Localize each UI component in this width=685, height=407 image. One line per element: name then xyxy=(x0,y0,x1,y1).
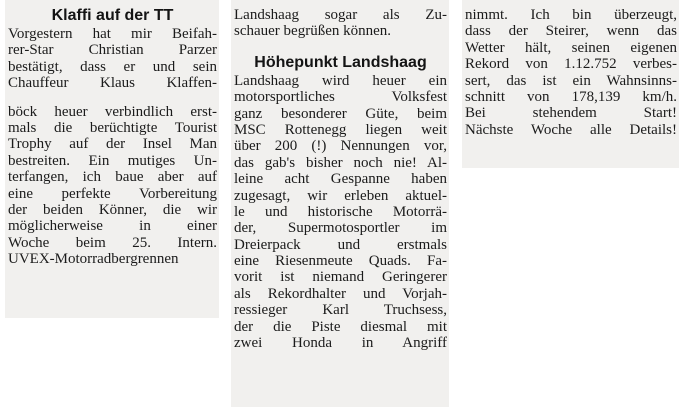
text-line: ganz besonderer Güte, beim xyxy=(234,105,447,122)
text-line: Landshaag sogar als Zu- xyxy=(234,7,447,23)
text-line: UVEX-Motorradbergrennen xyxy=(8,251,179,268)
paragraph-gap xyxy=(8,92,217,104)
text-line: dass der Steirer, wenn das xyxy=(465,23,677,40)
text-line: zwei Honda in Angriff xyxy=(234,335,447,352)
text-line: bestreiten. Ein mutiges Un- xyxy=(8,152,217,169)
text-line: möglicherweise in einer xyxy=(8,218,217,235)
text-line: Rekord von 1.12.752 verbes- xyxy=(465,56,677,73)
column-3 xyxy=(462,0,679,168)
text-line: der die Piste diesmal mit xyxy=(234,318,447,335)
text-line: schauer begrüßen können. xyxy=(234,23,392,40)
text-line: bestätigt, dass er und sein xyxy=(8,58,217,75)
text-line: der, Supermotosportler im xyxy=(234,220,447,237)
headline-klaffi: Klaffi auf der TT xyxy=(51,7,174,24)
text-line: Trophy auf der Insel Man xyxy=(8,136,217,153)
column-2 xyxy=(231,0,449,407)
text-line: Dreierpack und erstmals xyxy=(234,236,447,253)
text-line: schnitt von 178,139 km/h. xyxy=(465,88,677,105)
text-line: terfangen, ich baue aber auf xyxy=(8,169,217,186)
body-paragraph xyxy=(234,73,447,352)
text-line: Nächste Woche alle Details! xyxy=(465,121,677,138)
text-line: der beiden Könner, die wir xyxy=(8,201,217,218)
text-line: zugesagt, wir erleben aktuel- xyxy=(234,187,447,204)
text-line: motorsportliches Volksfest xyxy=(234,89,447,106)
text-line: leine acht Gespanne haben xyxy=(234,171,447,188)
text-line: das gab's bisher noch nie! Al- xyxy=(234,154,447,171)
text-line: vorit ist niemand Geringerer xyxy=(234,269,447,286)
headline-hoehepunkt: Höhepunkt Landshaag xyxy=(254,53,427,71)
intro-paragraph xyxy=(234,7,447,40)
text-line: nimmt. Ich bin überzeugt, xyxy=(465,7,677,23)
body-paragraph xyxy=(465,7,677,138)
text-line: Vorgestern hat mir Beifah- xyxy=(8,26,217,42)
text-line: rer-Star Christian Parzer xyxy=(8,42,217,59)
text-line: MSC Rottenegg liegen weit xyxy=(234,121,447,138)
text-line: sert, das ist ein Wahnsinns- xyxy=(465,72,677,89)
text-line: als Rekordhalter und Vorjah- xyxy=(234,285,447,302)
text-line: Bei stehendem Start! xyxy=(465,105,677,122)
text-line: Woche beim 25. Intern. xyxy=(8,234,217,251)
text-line: ressieger Karl Truchsess, xyxy=(234,302,447,319)
text-line: mals die berüchtigte Tourist xyxy=(8,119,217,136)
text-line: Chauffeur Klaus Klaffen- xyxy=(8,75,217,92)
paragraph-2 xyxy=(8,104,217,268)
text-line: eine Riesenmeute Quads. Fa- xyxy=(234,253,447,270)
text-line: eine perfekte Vorbereitung xyxy=(8,185,217,202)
text-line: Landshaag wird heuer ein xyxy=(234,72,447,89)
paragraph-1 xyxy=(8,26,217,92)
column-1 xyxy=(5,0,219,318)
text-line: Wetter hält, seinen eigenen xyxy=(465,39,677,56)
text-line: über 200 (!) Nennungen vor, xyxy=(234,138,447,155)
text-line: le und historische Motorrä- xyxy=(234,203,447,220)
text-line: böck heuer verbindlich erst- xyxy=(8,103,217,120)
